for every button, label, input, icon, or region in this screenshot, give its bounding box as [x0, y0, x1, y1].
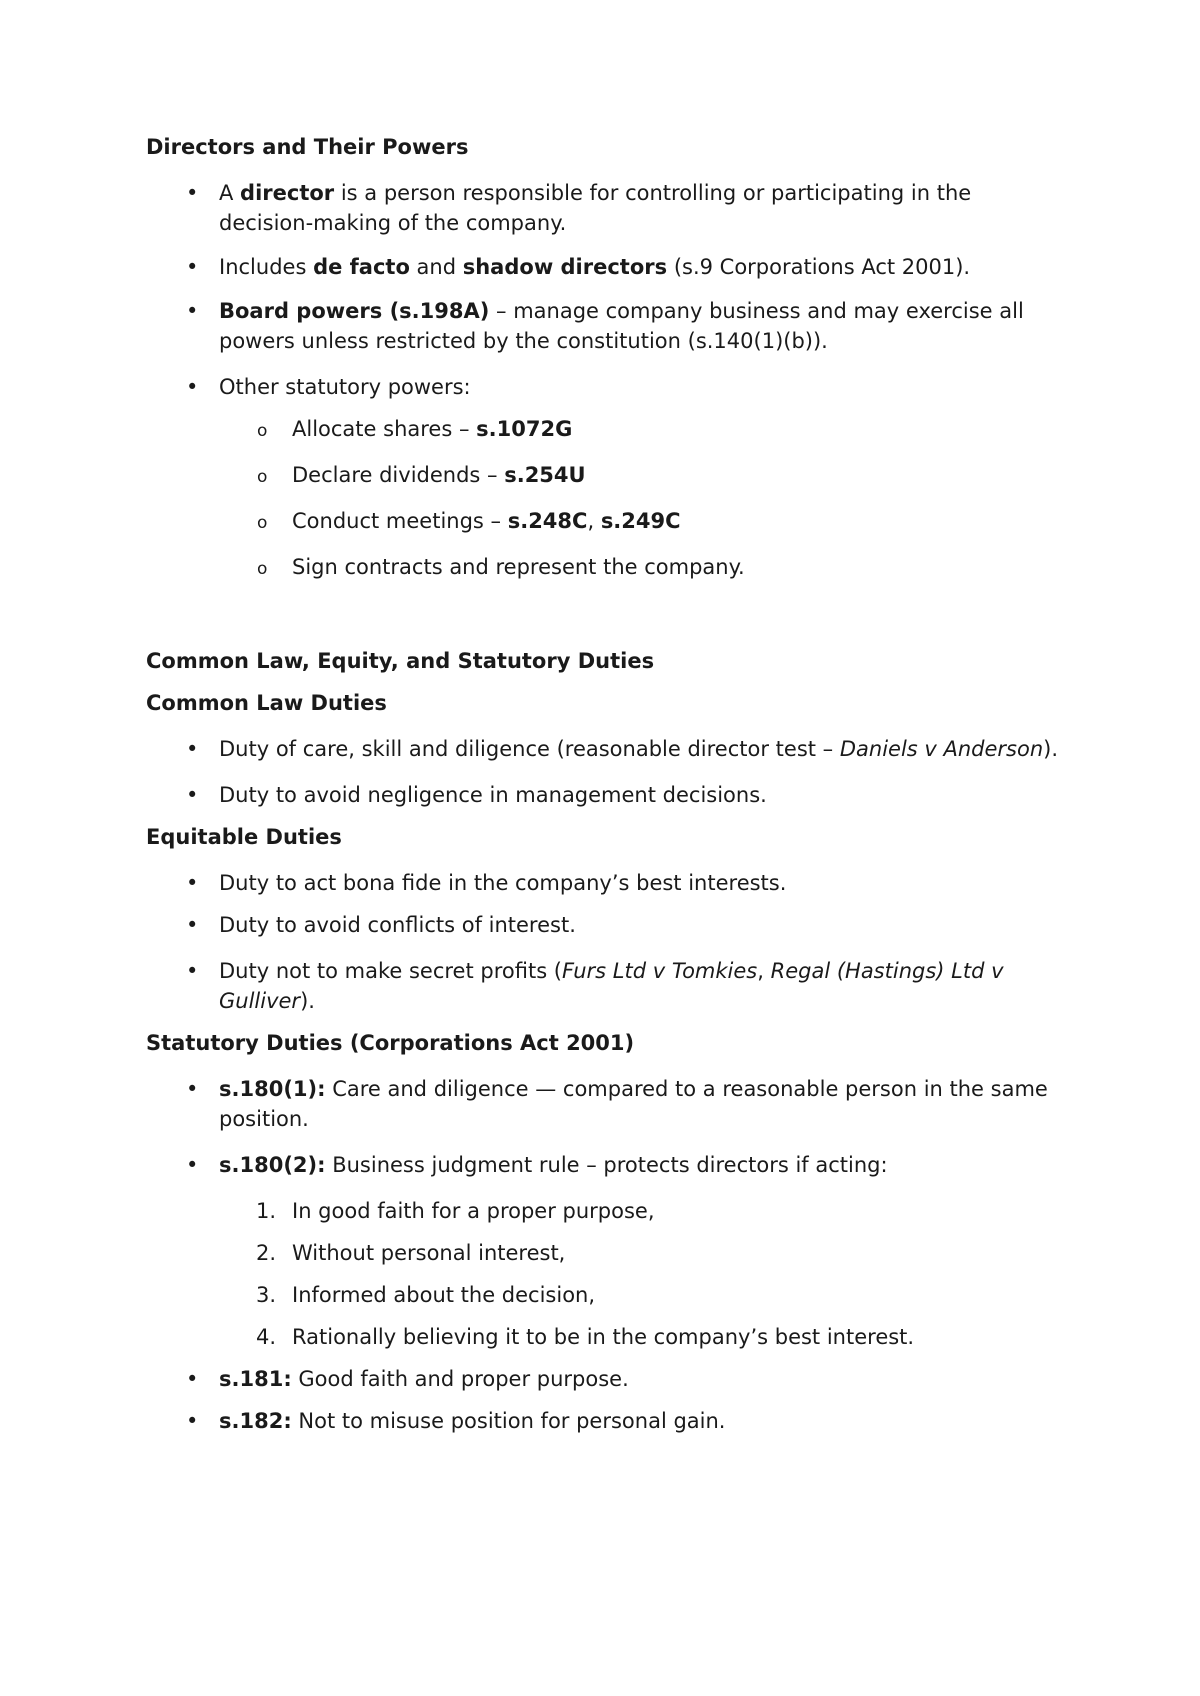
- numbered-item: [146, 1322, 1066, 1352]
- numbered-item: [146, 1280, 1066, 1310]
- bullet-marker: •: [186, 1409, 199, 1433]
- bullet-marker: •: [186, 1153, 199, 1177]
- sub-list-item: [146, 506, 1066, 536]
- section-ref: s.181:: [219, 1367, 292, 1391]
- text: (s.9 Corporations Act 2001).: [667, 255, 971, 279]
- statutory-list: [146, 1074, 1066, 1180]
- case-name: Regal (Hastings) Ltd v Gulliver: [219, 959, 1004, 1013]
- bullet-marker: •: [186, 1367, 199, 1391]
- list-item: [146, 178, 1066, 238]
- text: Without personal interest,: [292, 1241, 566, 1265]
- business-judgment-list: [146, 1196, 1066, 1352]
- bold-term: s.248C: [507, 509, 588, 533]
- text: ,: [757, 959, 771, 983]
- text: Includes: [219, 255, 314, 279]
- text: ,: [587, 509, 601, 533]
- case-name: Daniels v Anderson: [839, 737, 1044, 761]
- number-marker: 3.: [256, 1283, 277, 1307]
- list-item: [146, 1364, 1066, 1394]
- numbered-item: [146, 1196, 1066, 1226]
- common-law-list: [146, 734, 1066, 810]
- sub-bullet-marker: o: [257, 467, 268, 487]
- text: A: [219, 181, 241, 205]
- bold-term: Board powers (s.198A): [219, 299, 490, 323]
- number-marker: 1.: [256, 1199, 277, 1223]
- bullet-marker: •: [186, 299, 199, 323]
- text: Duty of care, skill and diligence (reasonable director test –: [219, 737, 840, 761]
- text: Business judgment rule – protects directors if acting:: [325, 1153, 888, 1177]
- sub-list-item: [146, 552, 1066, 582]
- statutory-powers-sublist: [146, 414, 1066, 582]
- bold-term: de facto: [313, 255, 410, 279]
- numbered-item: [146, 1238, 1066, 1268]
- equitable-list: [146, 868, 1066, 1016]
- list-item: [146, 956, 1066, 1016]
- powers-list: [146, 178, 1066, 402]
- bullet-marker: •: [186, 871, 199, 895]
- text: ).: [300, 989, 315, 1013]
- list-item: [146, 296, 1066, 356]
- list-item: [146, 252, 1066, 282]
- text: In good faith for a proper purpose,: [292, 1199, 655, 1223]
- text: ).: [1043, 737, 1059, 761]
- text: Duty to avoid negligence in management decisions.: [219, 783, 767, 807]
- bullet-marker: •: [186, 783, 199, 807]
- heading-common-law-duties: Common Law Duties: [146, 691, 387, 715]
- heading-statutory-duties: Statutory Duties (Corporations Act 2001): [146, 1031, 635, 1055]
- bold-term: shadow directors: [462, 255, 668, 279]
- heading-duties: Common Law, Equity, and Statutory Duties: [146, 649, 655, 673]
- text: is a person responsible for controlling or participating in the decision-making of the company.: [219, 181, 972, 235]
- list-item: [146, 780, 1066, 810]
- text: Rationally believing it to be in the company’s best interest.: [292, 1325, 915, 1349]
- text: Declare dividends –: [292, 463, 505, 487]
- case-name: Furs Ltd v Tomkies: [562, 959, 758, 983]
- text: and: [409, 255, 463, 279]
- bold-term: s.249C: [600, 509, 681, 533]
- text: Duty not to make secret profits (: [219, 959, 563, 983]
- number-marker: 2.: [256, 1241, 277, 1265]
- sub-list-item: [146, 414, 1066, 444]
- sub-bullet-marker: o: [257, 421, 268, 441]
- document-body: [146, 132, 1066, 1436]
- bullet-marker: •: [186, 737, 199, 761]
- list-item: [146, 734, 1066, 764]
- text: Conduct meetings –: [292, 509, 508, 533]
- text: Good faith and proper purpose.: [291, 1367, 629, 1391]
- bullet-marker: •: [186, 913, 199, 937]
- list-item: [146, 372, 1066, 402]
- heading-directors-powers: Directors and Their Powers: [146, 135, 469, 159]
- bullet-marker: •: [186, 1077, 199, 1101]
- list-item: [146, 910, 1066, 940]
- bullet-marker: •: [186, 181, 199, 205]
- text: Duty to act bona fide in the company’s best interests.: [219, 871, 787, 895]
- text: Sign contracts and represent the company.: [292, 555, 745, 579]
- sub-bullet-marker: o: [257, 513, 268, 533]
- text: – manage company business and may exercise all powers unless restricted by the constitution (s.140(1)(b)).: [219, 299, 1024, 353]
- list-item: [146, 868, 1066, 898]
- sub-bullet-marker: o: [257, 559, 268, 579]
- text: Duty to avoid conflicts of interest.: [219, 913, 576, 937]
- bullet-marker: •: [186, 375, 199, 399]
- text: Other statutory powers:: [219, 375, 471, 399]
- bold-term: s.1072G: [476, 417, 573, 441]
- section-ref: s.180(2):: [219, 1153, 326, 1177]
- bold-term: director: [240, 181, 335, 205]
- bullet-marker: •: [186, 959, 199, 983]
- text: Informed about the decision,: [292, 1283, 596, 1307]
- sub-list-item: [146, 460, 1066, 490]
- list-item: [146, 1150, 1066, 1180]
- list-item: [146, 1074, 1066, 1134]
- section-ref: s.180(1):: [219, 1077, 326, 1101]
- heading-equitable-duties: Equitable Duties: [146, 825, 342, 849]
- list-item: [146, 1406, 1066, 1436]
- text: Not to misuse position for personal gain.: [291, 1409, 726, 1433]
- bullet-marker: •: [186, 255, 199, 279]
- number-marker: 4.: [256, 1325, 277, 1349]
- text: Care and diligence — compared to a reasonable person in the same position.: [219, 1077, 1048, 1131]
- statutory-list-continued: [146, 1364, 1066, 1436]
- section-ref: s.182:: [219, 1409, 292, 1433]
- bold-term: s.254U: [504, 463, 586, 487]
- text: Allocate shares –: [292, 417, 477, 441]
